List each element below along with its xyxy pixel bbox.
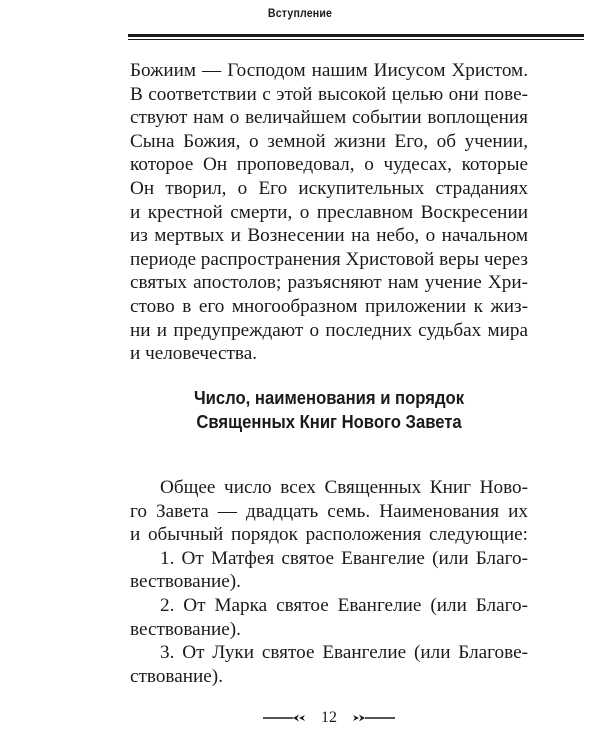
- text-line: и обычный порядок расположения следующие:: [130, 524, 528, 546]
- text-line: и крестной смерти, о преславном Воскресении: [130, 201, 528, 223]
- section-heading-line: Число, наименования и порядок: [193, 387, 465, 408]
- page-number: 12: [321, 709, 337, 726]
- text-line: ствуют нам о величайшем событии воплощения: [130, 107, 528, 129]
- header-rule-thick: [128, 34, 584, 37]
- section-body: [130, 476, 528, 688]
- text-line: В соответствии с этой высокой целью они пове-: [130, 83, 528, 105]
- list-item-line: 3. От Луки святое Евангелие (или Благове-: [160, 642, 528, 664]
- page-footer: [130, 709, 528, 727]
- header-rule-thin: [128, 39, 584, 40]
- text-line: стово в его многообразном приложении к жиз-: [130, 295, 528, 317]
- list-item-line: вествование).: [130, 571, 241, 593]
- text-line: Божиим — Господом нашим Иисусом Христом.: [130, 60, 528, 81]
- section-heading-line: Священных Книг Нового Завета: [196, 411, 462, 432]
- text-line: Он творил, о Его искупительных страданиях: [130, 177, 528, 199]
- intro-paragraph: [130, 59, 528, 366]
- ornament-right-icon: [351, 713, 395, 723]
- text-line: Общее число всех Священных Книг Ново-: [160, 477, 528, 498]
- text-line: го Завета — двадцать семь. Наименования их: [130, 500, 528, 522]
- text-line: периоде распространения Христовой веры через: [130, 248, 528, 270]
- text-line: святых апостолов; разъясняют нам учение Хри-: [130, 272, 528, 294]
- section-heading: [130, 386, 528, 434]
- ornament-left-icon: [263, 713, 307, 723]
- list-item-line: вествование).: [130, 618, 241, 640]
- text-line: и человечества.: [130, 343, 258, 365]
- list-item-line: 2. От Марка святое Евангелие (или Благо-: [160, 594, 528, 616]
- running-title: Вступление: [267, 6, 333, 20]
- text-line: из мертвых и Вознесении на небо, о начальном: [130, 225, 528, 247]
- list-item-line: ствование).: [130, 665, 223, 687]
- text-line: Сына Божия, о земной жизни Его, об учении,: [130, 130, 528, 152]
- text-line: которое Он проповедовал, о чудесах, которые: [130, 154, 528, 176]
- text-line: ни и предупреждают о последних судьбах мира: [130, 319, 528, 341]
- list-item-line: 1. От Матфея святое Евангелие (или Благо-: [160, 547, 528, 569]
